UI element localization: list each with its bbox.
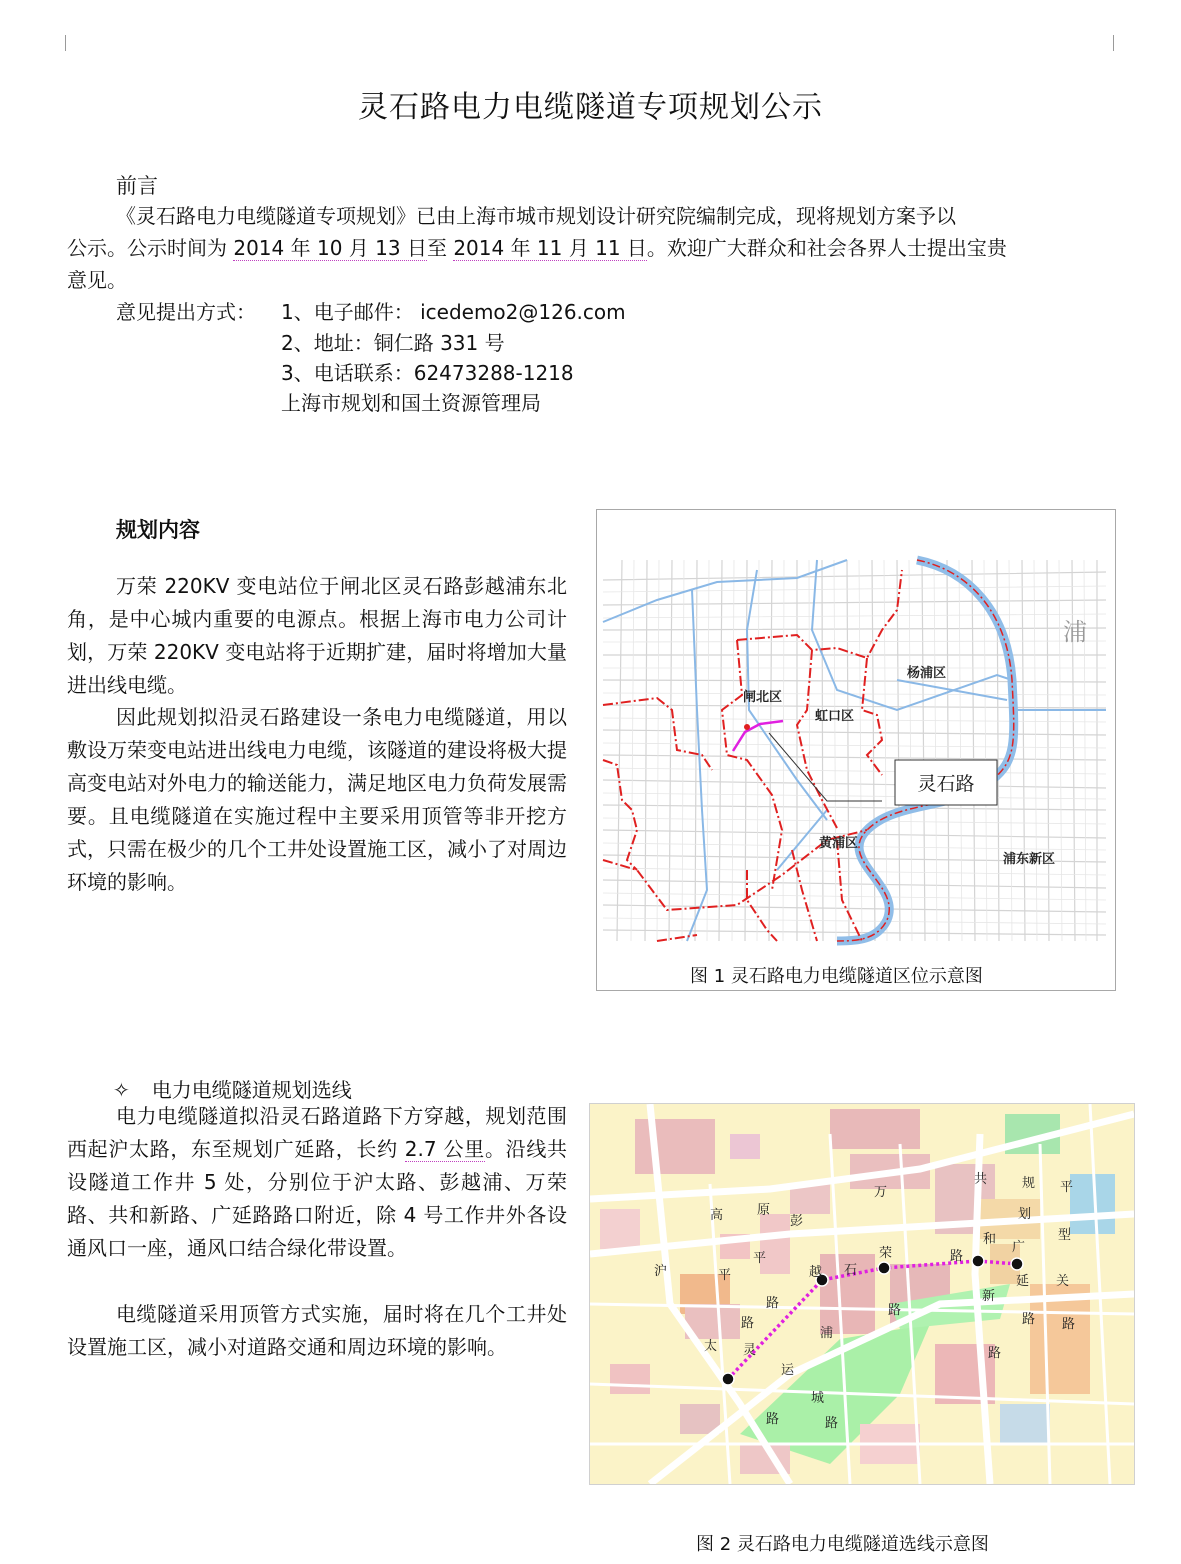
road-char: 沪 — [654, 1264, 668, 1279]
substation-marker — [744, 724, 750, 730]
content-para-1: 万荣 220KV 变电站位于闸北区灵石路彭越浦东北角，是中心城内重要的电源点。根据上海市电力公司计划，万荣 220KV 变电站将于近期扩建，届时将增加大量进出线电缆。 — [67, 574, 567, 697]
road-char: 路 — [1022, 1312, 1036, 1327]
figure-1 — [596, 509, 1116, 991]
work-shaft-3 — [878, 1262, 890, 1274]
road-char: 彭 — [790, 1214, 804, 1229]
road-char: 规 — [1022, 1176, 1036, 1191]
road-char: 关 — [1056, 1274, 1070, 1289]
road-char: 路 — [825, 1416, 839, 1431]
issuer: 上海市规划和国土资源管理局 — [281, 391, 541, 415]
page-corner-mark-right — [1113, 35, 1114, 51]
road-char: 路 — [766, 1412, 780, 1427]
contact-address: 2、地址：铜仁路 331 号 — [281, 331, 505, 355]
road-char: 越 — [809, 1265, 823, 1280]
routing-para-1 — [67, 1100, 567, 1265]
road-char: 型 — [1058, 1228, 1072, 1243]
figure-2 — [589, 1103, 1135, 1485]
road-char: 石 — [844, 1263, 858, 1278]
page-corner-mark-left — [65, 35, 66, 51]
road-char: 浦 — [820, 1326, 834, 1341]
preface-line-3: 意见。 — [67, 268, 127, 292]
road-char: 延 — [1016, 1274, 1030, 1289]
preface-line-2-pre: 公示。公示时间为 — [67, 236, 234, 260]
preface-heading: 前言 — [116, 174, 158, 198]
road-char: 路 — [1062, 1317, 1076, 1332]
district-label-hongkou: 虹口区 — [815, 709, 855, 724]
contact-email: 1、电子邮件： icedemo2@126.com — [281, 300, 626, 324]
preface-line-2 — [67, 232, 1007, 261]
road-char: 路 — [741, 1316, 755, 1331]
bullet-star-icon: ✧ — [113, 1078, 130, 1102]
routing-para-1-pre: 电力电缆隧道拟沿灵石路道路下方穿越，规划范围西起沪太路，东至规划广延路，长约 — [67, 1104, 567, 1161]
figure-2-caption: 图 2 灵石路电力电缆隧道选线示意图 — [696, 1534, 989, 1555]
road-char: 城 — [811, 1391, 825, 1406]
preface-line-2-post: 。欢迎广大群众和社会各界人士提出宝贵 — [646, 236, 1007, 260]
district-label-huangpu: 黄浦区 — [819, 836, 859, 851]
district-location-map — [597, 510, 1115, 990]
map-edge-label: 浦 — [1063, 618, 1087, 646]
road-char: 灵 — [743, 1343, 757, 1358]
road-char: 运 — [781, 1363, 795, 1378]
work-shaft-5 — [1011, 1258, 1023, 1270]
content-heading: 规划内容 — [116, 518, 200, 542]
road-char: 划 — [1018, 1207, 1032, 1222]
road-char: 万 — [874, 1185, 888, 1200]
contact-label: 意见提出方式： — [116, 300, 256, 324]
date-end: 2014 年 11 月 11 日 — [453, 236, 647, 260]
preface-line-1: 《灵石路电力电缆隧道专项规划》已由上海市城市规划设计研究院编制完成，现将规划方案予以 — [116, 204, 956, 228]
road-char: 平 — [718, 1268, 732, 1283]
road-char: 共 — [974, 1172, 988, 1187]
road-char: 原 — [757, 1203, 771, 1218]
road-char: 新 — [982, 1289, 996, 1304]
work-shaft-4 — [972, 1255, 984, 1267]
route-map — [590, 1104, 1134, 1484]
road-char: 路 — [950, 1249, 964, 1264]
road-char: 平 — [1060, 1180, 1074, 1195]
callout-label: 灵石路 — [917, 773, 975, 795]
contact-phone: 3、电话联系：62473288-1218 — [281, 361, 574, 385]
district-label-zhabei: 闸北区 — [743, 690, 783, 705]
content-para-2: 因此规划拟沿灵石路建设一条电力电缆隧道，用以敷设万荣变电站进出线电力电缆，该隧道的建设将极大提高变电站对外电力的输送能力，满足地区电力负荷发展需要。且电缆隧道在实施过程中主要采用顶管等非开挖方式，只需在极少的几个工井处设置施工区，减小了对周边环境的影响。 — [67, 705, 567, 894]
routing-heading — [113, 1074, 352, 1103]
preface-line-2-mid: 至 — [426, 236, 454, 260]
tunnel-length: 2.7 公里 — [404, 1137, 485, 1161]
date-start: 2014 年 10 月 13 日 — [233, 236, 427, 260]
routing-para-2: 电缆隧道采用顶管方式实施，届时将在几个工井处设置施工区，减小对道路交通和周边环境的影响。 — [67, 1302, 567, 1359]
road-char: 路 — [988, 1346, 1002, 1361]
road-char: 荣 — [879, 1246, 893, 1261]
road-char: 和 — [983, 1232, 997, 1247]
road-char: 路 — [766, 1296, 780, 1311]
figure-1-caption: 图 1 灵石路电力电缆隧道区位示意图 — [690, 966, 983, 987]
road-char: 太 — [704, 1339, 718, 1354]
document-title: 灵石路电力电缆隧道专项规划公示 — [358, 90, 823, 125]
work-shaft-1 — [722, 1373, 734, 1385]
routing-heading-text: 电力电缆隧道规划选线 — [151, 1078, 352, 1102]
road-char: 广 — [1012, 1240, 1026, 1255]
road-char: 高 — [710, 1208, 724, 1223]
district-label-yangpu: 杨浦区 — [907, 666, 947, 681]
district-label-pudong: 浦东新区 — [1003, 852, 1056, 867]
routing-para-1-post: 。沿线共设隧道工作井 5 处，分别位于沪太路、彭越浦、万荣路、共和新路、广延路路口附近，除 4 号工作井外各设通风口一座，通风口结合绿化带设置。 — [67, 1137, 568, 1260]
road-char: 平 — [753, 1251, 767, 1266]
road-char: 路 — [888, 1303, 902, 1318]
